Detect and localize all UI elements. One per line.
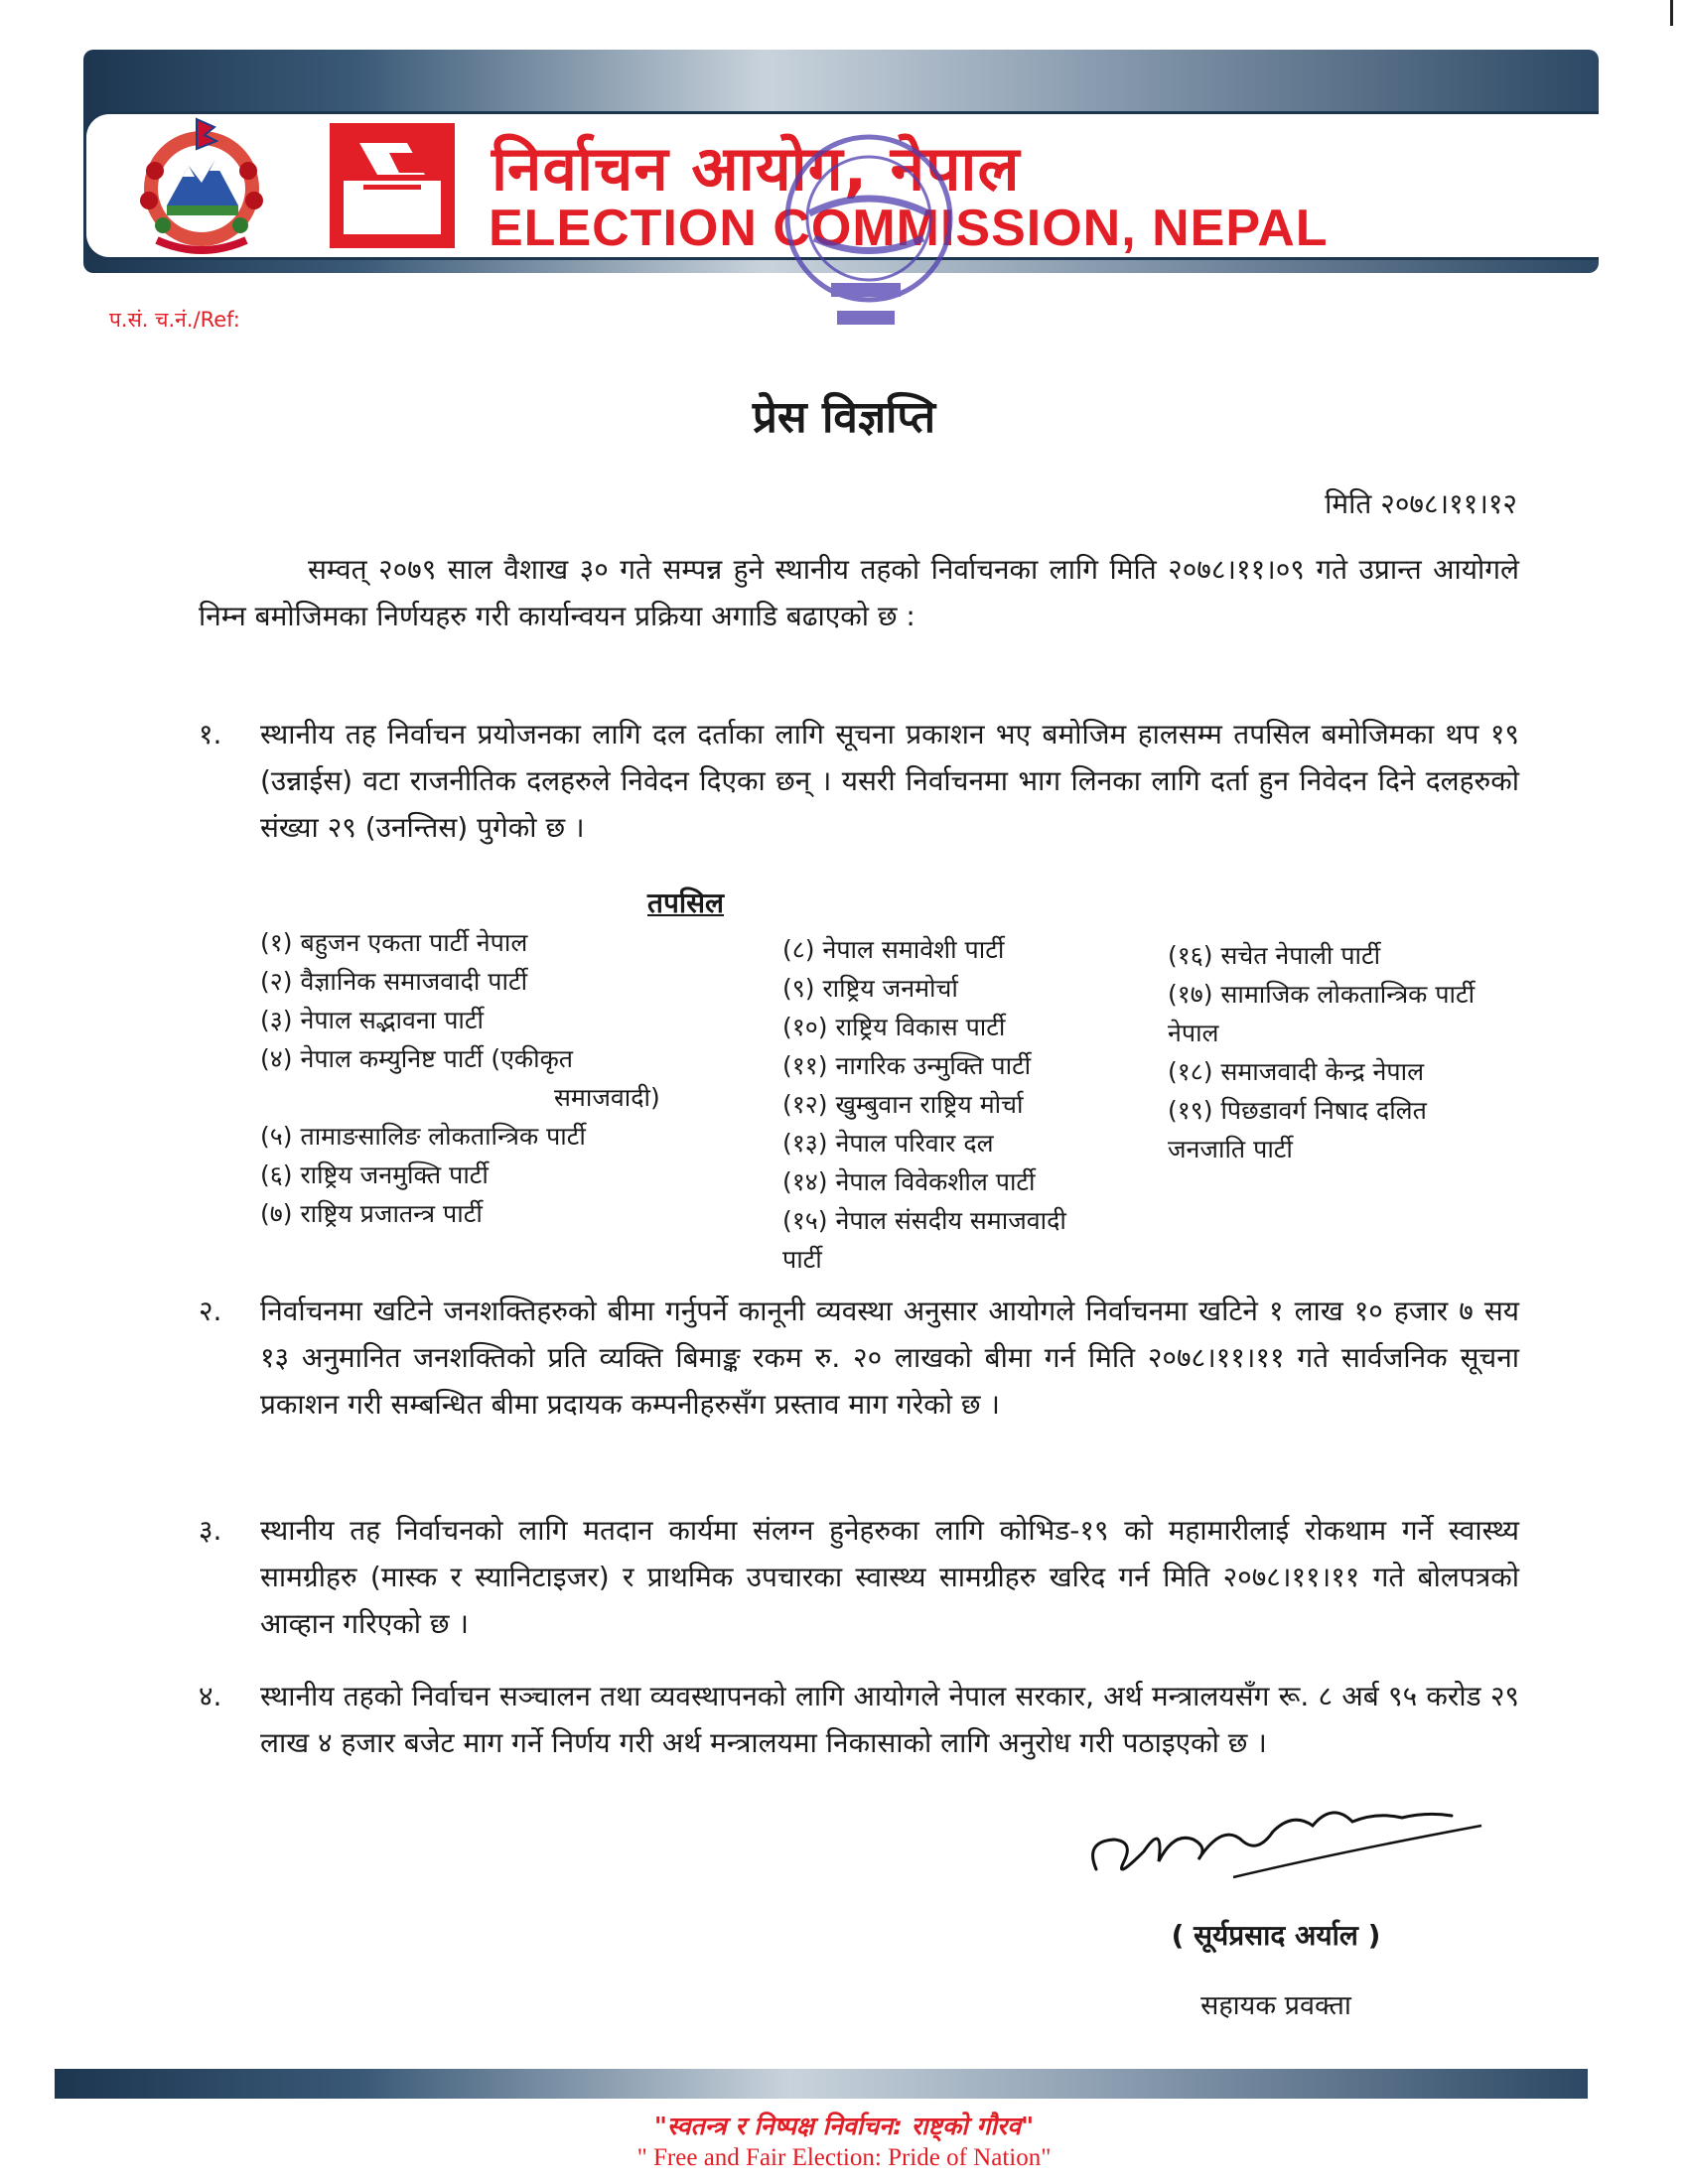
list-item: (३) नेपाल सद्भावना पार्टी (260, 1006, 484, 1034)
page-edge-mark (1670, 0, 1688, 26)
list-item: (५) तामाङसालिङ लोकतान्त्रिक पार्टी (260, 1122, 586, 1151)
list-item: (६) राष्ट्रिय जनमुक्ति पार्टी (260, 1160, 489, 1189)
list-item: (१२) खुम्बुवान राष्ट्रिय मोर्चा (782, 1090, 1024, 1119)
list-item: (१७) सामाजिक लोकतान्त्रिक पार्टी (1168, 980, 1476, 1009)
list-item: (२) वैज्ञानिक समाजवादी पार्टी (260, 967, 528, 996)
list-item: (७) राष्ट्रिय प्रजातन्त्र पार्टी (260, 1199, 483, 1228)
list-item: (१६) सचेत नेपाली पार्टी (1168, 941, 1381, 970)
point-number: ३. (199, 1514, 222, 1547)
list-item: पार्टी (782, 1245, 822, 1274)
list-item: (९) राष्ट्रिय जनमोर्चा (782, 974, 958, 1003)
list-item: (१९) पिछडावर्ग निषाद दलित (1168, 1096, 1427, 1125)
list-item: (१८) समाजवादी केन्द्र नेपाल (1168, 1057, 1425, 1086)
party-list-column-1 (260, 923, 737, 1233)
point-text: निर्वाचनमा खटिने जनशक्तिहरुको बीमा गर्नुपर्ने कानूनी व्यवस्था अनुसार आयोगले निर्वाचनमा खटिने १ लाख १० हजार ७ सय १३ अनुमानित जनशक्तिको प्रति व्यक्ति बिमाङ्क रकम रु. २० लाखको बीमा गर्न मिति २०७८।११।११ गते सार्वजनिक सूचना प्रकाशन गरी सम्बन्धित बीमा प्रदायक कम्पनीहरुसँग प्रस्ताव माग गरेको छ । (260, 1295, 1519, 1421)
party-list-column-3 (1168, 936, 1565, 1168)
list-item: (१) बहुजन एकता पार्टी नेपाल (260, 928, 528, 957)
list-item: नेपाल (1168, 1019, 1219, 1047)
point-number: १. (199, 718, 222, 751)
press-release-title: प्रेस विज्ञप्ति (752, 392, 936, 443)
list-item: (८) नेपाल समावेशी पार्टी (782, 935, 1005, 964)
footer-band (55, 2069, 1588, 2099)
nepal-coat-of-arms-icon (127, 111, 276, 260)
list-item: (११) नागरिक उन्मुक्ति पार्टी (782, 1051, 1032, 1080)
point-text: स्थानीय तह निर्वाचन प्रयोजनका लागि दल दर्ताका लागि सूचना प्रकाशन भए बमोजिम हालसम्म तपसिल बमोजिमका थप १९ (उन्नाईस) वटा राजनीतिक दलहरुले निवेदन दिएका छन् । यसरी निर्वाचनमा भाग लिनका लागि दर्ता हुन निवेदन दिने दलहरुको संख्या २९ (उनन्तिस) पुगेको छ । (260, 718, 1519, 844)
intro-paragraph: सम्वत् २०७९ साल वैशाख ३० गते सम्पन्न हुने स्थानीय तहको निर्वाचनका लागि मिति २०७८।११।०९ गते उप्रान्त आयोगले निम्न बमोजिमका निर्णयहरु गरी कार्यान्वयन प्रक्रिया अगाडि बढाएको छ : (199, 553, 1519, 632)
handwritten-signature (1084, 1782, 1501, 1901)
list-item: (१०) राष्ट्रिय विकास पार्टी (782, 1013, 1006, 1041)
commission-title-nepali: निर्वाचन आयोग, नेपाल (492, 132, 1021, 205)
tapsil-heading: तपसिल (647, 887, 725, 919)
motto-english: " Free and Fair Election: Pride of Nation" (636, 2144, 1052, 2171)
motto-nepali: "स्वतन्त्र र निष्पक्ष निर्वाचन: राष्ट्को गौरव" (653, 2112, 1035, 2140)
list-item: समाजवादी) (554, 1083, 660, 1112)
party-list-column-2 (782, 930, 1160, 1279)
official-stamp-icon (770, 124, 968, 338)
release-date: मिति २०७८।११।१२ (1325, 487, 1517, 520)
list-item: (४) नेपाल कम्युनिष्ट पार्टी (एकीकृत (260, 1044, 574, 1073)
signer-designation: सहायक प्रवक्ता (1200, 1990, 1351, 2021)
list-item: (१५) नेपाल संसदीय समाजवादी (782, 1206, 1066, 1235)
point-text: स्थानीय तह निर्वाचनको लागि मतदान कार्यमा संलग्न हुनेहरुका लागि कोभिड-१९ को महामारीलाई रोकथाम गर्ने स्वास्थ्य सामग्रीहरु (मास्क र स्यानिटाइजर) र प्राथमिक उपचारका स्वास्थ्य सामग्रीहरु खरिद गर्न मिति २०७८।११।११ गते बोलपत्रको आव्हान गरिएको छ । (260, 1514, 1519, 1640)
list-item: जनजाति पार्टी (1168, 1135, 1293, 1163)
point-number: २. (199, 1295, 222, 1327)
signer-name: ( सूर्यप्रसाद अर्याल ) (1171, 1919, 1381, 1952)
reference-label: प.सं. च.नं./Ref: (109, 308, 240, 332)
commission-title-english: ELECTION COMMISSION, NEPAL (489, 200, 1329, 257)
list-item: (१४) नेपाल विवेकशील पार्टी (782, 1167, 1036, 1196)
point-text: स्थानीय तहको निर्वाचन सञ्चालन तथा व्यवस्थापनको लागि आयोगले नेपाल सरकार, अर्थ मन्त्रालयसँग रू. ८ अर्ब ९५ करोड २९ लाख ४ हजार बजेट माग गर्ने निर्णय गरी अर्थ मन्त्रालयमा निकासाको लागि अनुरोध गरी पठाइएको छ । (260, 1680, 1519, 1759)
list-item: (१३) नेपाल परिवार दल (782, 1129, 994, 1158)
point-number: ४. (199, 1680, 222, 1712)
ballot-box-logo-icon (330, 123, 455, 248)
